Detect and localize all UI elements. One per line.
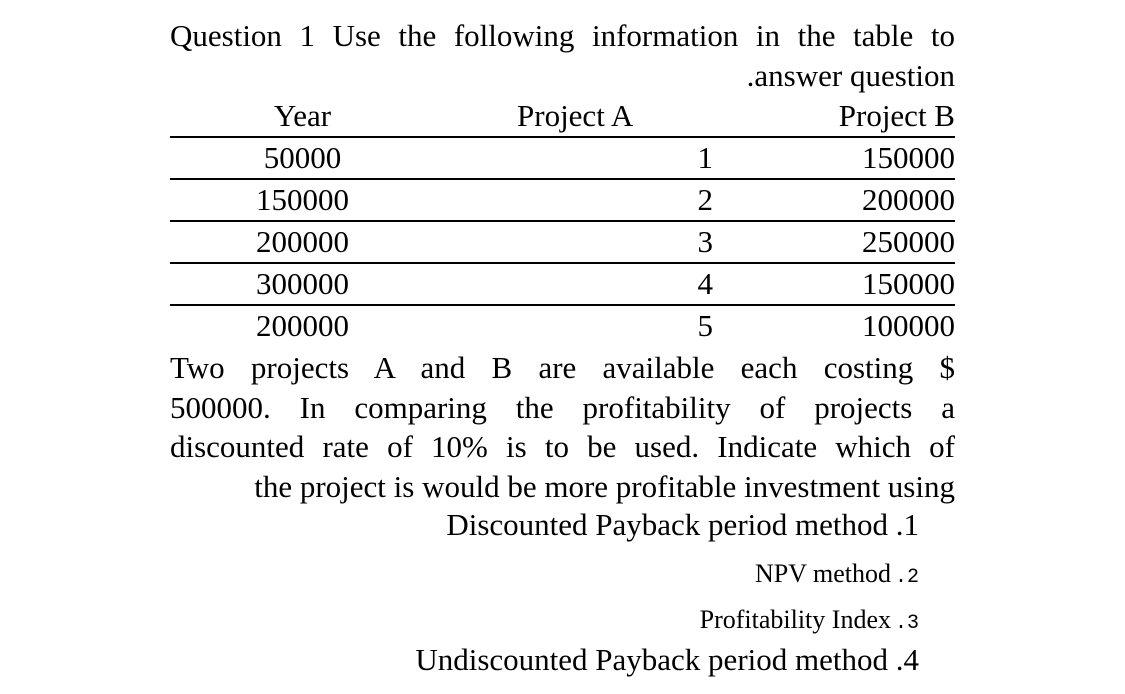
paragraph-line: Two projects A and B are available each costing $ [170,350,955,385]
table-cell: 150000 [725,263,955,305]
method-4-text: Undiscounted Payback period method .4 [415,642,919,677]
paragraph-line: the project is would be more profitable investment using [254,468,955,504]
table-cell: 3 [435,221,725,263]
header-year: Year [170,96,435,137]
table-cell: 150000 [170,179,435,221]
table-row [170,221,955,263]
table-header-row [170,96,955,137]
table-cell: 200000 [725,179,955,221]
table-cell: 150000 [725,137,955,179]
question-document [170,16,955,506]
table-cell: 200000 [170,221,435,263]
question-line-1: Question 1 Use the following information in the table to [170,18,955,53]
method-2-text: NPV method [754,559,891,588]
table-cell: 300000 [170,263,435,305]
method-3-text: Profitability Index [699,605,891,634]
table-cell: 100000 [862,308,955,343]
table-cell: 4 [435,263,725,305]
table-cell: 200000 [256,308,349,343]
method-1-text: Discounted Payback period method .1 [446,507,919,542]
table-cell: 50000 [170,137,435,179]
table-row [170,179,955,221]
method-1 [219,505,919,545]
table-cell: 250000 [725,221,955,263]
method-2-number: .2 [894,566,919,589]
paragraph-line: 500000. In comparing the profitability of projects a [170,389,955,425]
method-3-number: .3 [894,612,919,635]
cash-flow-table [170,96,955,346]
paragraph-line: discounted rate of 10% is to be used. Indicate which of [170,429,955,464]
table-row [170,137,955,179]
problem-paragraph [170,348,955,506]
table-row [170,305,955,346]
table-cell: 2 [435,179,725,221]
method-2 [219,556,919,596]
method-3 [219,602,919,642]
table-row [170,263,955,305]
table-cell: 1 [435,137,725,179]
header-project-b: Project B [725,96,955,137]
question-line-2: .answer question [746,58,955,93]
method-4 [219,640,919,680]
table-cell: 5 [697,308,713,343]
header-project-a: Project A [435,96,725,137]
